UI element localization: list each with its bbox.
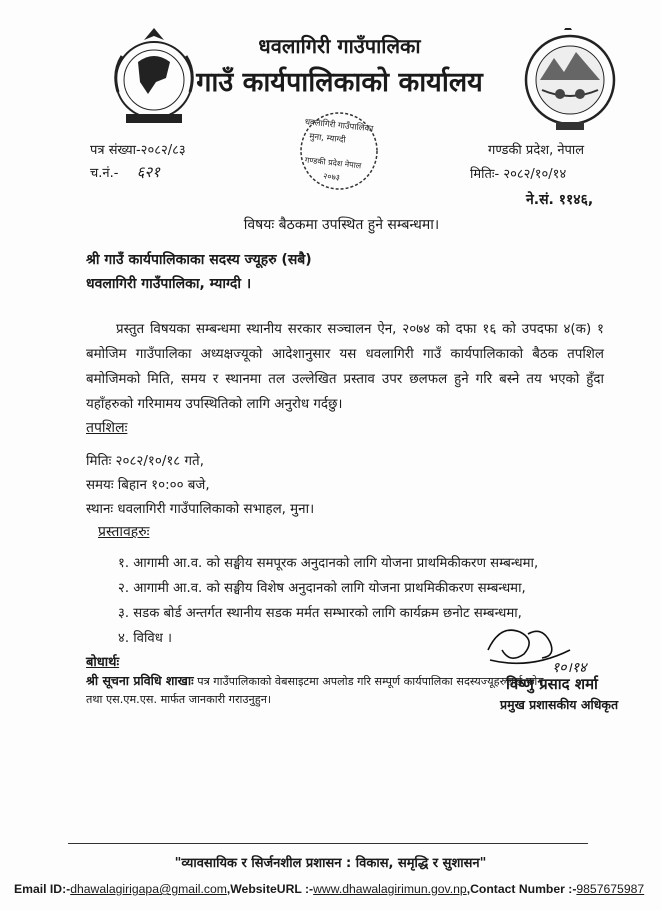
office-stamp xyxy=(298,106,380,196)
cc-instruction: पत्र गाउँपालिकाको वेबसाइटमा अपलोड गरि सम्पूर्ण कार्यपालिका सदस्यज्यूहरुलाई फोन xyxy=(197,675,544,688)
schedule-heading: तपशिलः xyxy=(86,420,128,436)
proposals-heading: प्रस्तावहरुः xyxy=(98,524,150,540)
addressee-line-1: श्री गाउँ कार्यपालिकाका सदस्य ज्यूहरु (सबै) xyxy=(86,252,312,268)
stamp-line-1: धवलागिरी गाउँपालिका xyxy=(304,117,374,135)
addressee-line-2: धवलागिरी गाउँपालिका, म्याग्दी । xyxy=(86,276,252,292)
contact-label: ,Contact Number :- xyxy=(466,882,577,896)
proposal-item: ३. सडक बोर्ड अन्तर्गत स्थानीय सडक मर्मत सम्भारको लागि कार्यक्रम छनोट सम्बन्धमा, xyxy=(118,606,522,621)
organization-name: धवलागिरी गाउँपालिका xyxy=(258,34,421,58)
letter-date: मितिः- २०८२/१०/१४ xyxy=(470,167,567,182)
office-name: गाउँ कार्यपालिकाको कार्यालय xyxy=(196,67,483,98)
email-label: Email ID:- xyxy=(14,882,71,896)
stamp-line-4: २०७३ xyxy=(322,171,341,183)
signatory-title: प्रमुख प्रशासकीय अधिकृत xyxy=(500,697,619,712)
stamp-line-2: मुना, म्याग्दी xyxy=(308,131,347,146)
dispatch-value: ६२१ xyxy=(136,163,160,181)
body-paragraph: प्रस्तुत विषयका सम्बन्धमा स्थानीय सरकार सञ्चालन ऐन, २०७४ को दफा १६ को उपदफा ४(क) १ बमोजिम गाउँपालिका अध्यक्षज्यूको आदेशानुसार यस धवलागिरी गाउँ कार्यपालिकाको बैठक तपशिल बमोजिमको मिति, समय र स्थानमा तल उल्लेखित प्रस्ताव उपर छलफल हुने गरि बस्ने तय भएको हुँदा यहाँहरुको गरिमामय उपस्थितिको लागि अनुरोध गर्दछु। xyxy=(86,322,604,412)
signatory-name: विष्णु प्रसाद शर्मा xyxy=(506,675,598,693)
meeting-date: मितिः २०८२/१०/१८ गते, xyxy=(86,454,204,469)
signature-date: १०।१४ xyxy=(552,660,587,676)
proposal-item: १. आगामी आ.व. को सङ्घीय समपूरक अनुदानको लागि योजना प्राथमिकीकरण सम्बन्धमा, xyxy=(118,556,539,571)
cc-line-1 xyxy=(86,672,544,689)
nepal-sambat-year: ने.सं. ११४६, xyxy=(526,192,594,208)
footer-divider xyxy=(68,843,588,844)
stamp-line-3: गण्डकी प्रदेश नेपाल xyxy=(304,155,362,171)
website-label: ,WebsiteURL :- xyxy=(226,882,314,896)
province-label: गण्डकी प्रदेश, नेपाल xyxy=(488,143,585,158)
phone-link[interactable]: 9857675987 xyxy=(576,882,645,896)
letter-reference-number: पत्र संख्या-२०८२/८३ xyxy=(90,143,186,158)
meeting-time: समयः बिहान १०:०० बजे, xyxy=(86,478,210,493)
dispatch-number xyxy=(90,162,160,182)
email-link[interactable]: dhawalagirigapa@gmail.com xyxy=(70,882,227,896)
proposal-item: २. आगामी आ.व. को सङ्घीय विशेष अनुदानको लागि योजना प्राथमिकीकरण सम्बन्धमा, xyxy=(118,581,526,596)
cc-recipient: श्री सूचना प्रविधि शाखाः xyxy=(86,673,194,688)
meeting-place: स्थानः धवलागिरी गाउँपालिकाको सभाहल, मुना। xyxy=(86,502,315,517)
cc-line-2: तथा एस.एम.एस. मार्फत जानकारी गराउनुहुन। xyxy=(86,693,272,706)
footer-contact-line xyxy=(14,882,644,896)
cc-heading: बोधार्थः xyxy=(86,655,120,670)
handwritten-signature xyxy=(480,620,610,676)
subject-line: विषयः बैठकमा उपस्थित हुने सम्बन्धमा। xyxy=(243,217,440,233)
footer-slogan: "व्यावसायिक र सिर्जनशील प्रशासन : विकास, समृद्धि र सुशासन" xyxy=(174,856,487,871)
proposal-item: ४. विविध । xyxy=(118,631,173,646)
dispatch-label: च.नं.- xyxy=(90,166,119,181)
website-link[interactable]: www.dhawalagirimun.gov.np xyxy=(313,882,467,896)
